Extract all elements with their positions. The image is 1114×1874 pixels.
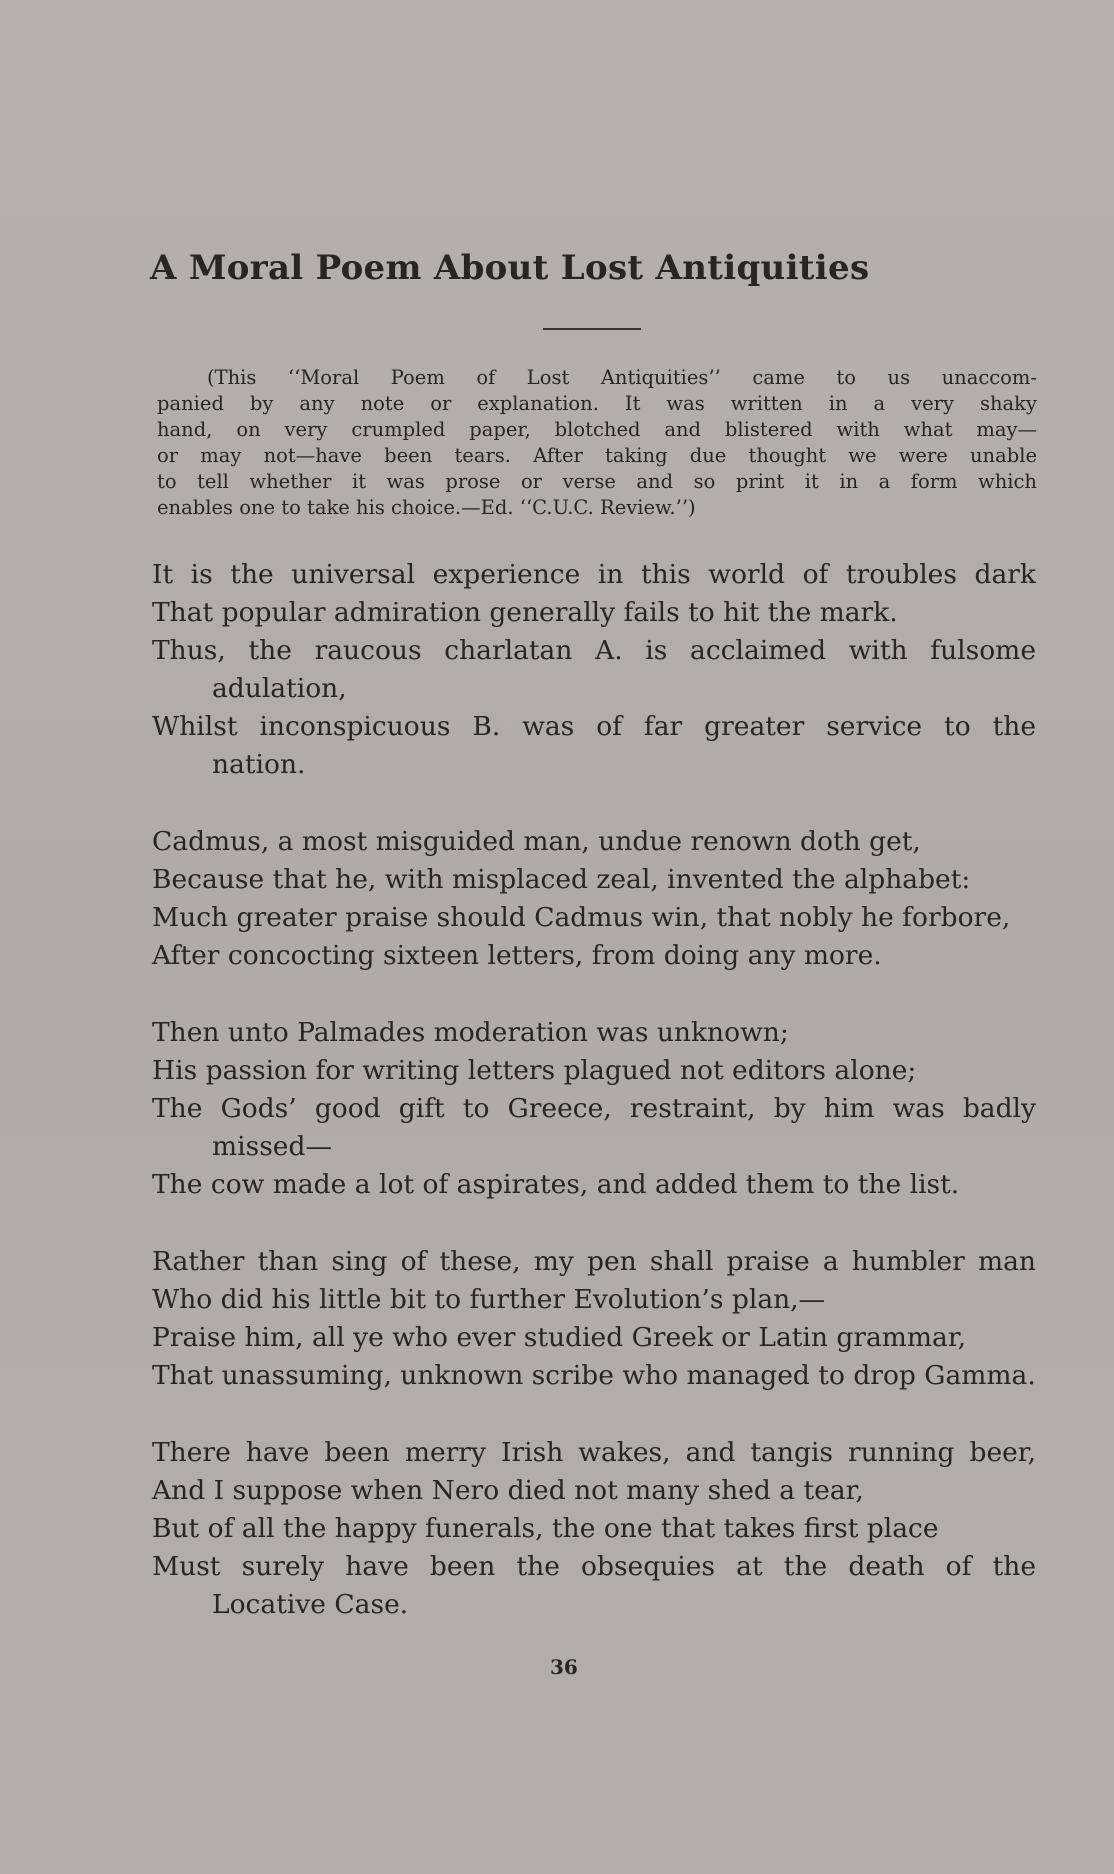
poem-line: Whilst inconspicuous B. was of far greater service to the — [152, 711, 1036, 742]
stanza-1 — [152, 556, 1036, 784]
stanza-4 — [152, 1243, 1036, 1395]
stanza-5 — [152, 1434, 1036, 1624]
poem-line-continuation: nation. — [212, 749, 306, 780]
poem-line: And I suppose when Nero died not many shed a tear, — [152, 1475, 864, 1506]
poem-line: That popular admiration generally fails to hit the mark. — [152, 597, 898, 628]
poem-line: After concocting sixteen letters, from doing any more. — [152, 940, 882, 971]
poem-line: But of all the happy funerals, the one that takes first place — [152, 1513, 939, 1544]
poem-title: A Moral Poem About Lost Antiquities — [150, 248, 870, 288]
editor-note — [157, 365, 1037, 521]
poem-line: Thus, the raucous charlatan A. is acclaimed with fulsome — [152, 635, 1036, 666]
poem-line: Rather than sing of these, my pen shall praise a humbler man — [152, 1246, 1036, 1277]
poem-body — [152, 556, 1036, 1663]
title-divider — [543, 328, 641, 330]
poem-line: Because that he, with misplaced zeal, invented the alphabet: — [152, 864, 971, 895]
poem-line-continuation: Locative Case. — [212, 1589, 409, 1620]
note-line: panied by any note or explanation. It was written in a very shaky — [157, 392, 1037, 415]
stanza-2 — [152, 823, 1036, 975]
poem-line: Much greater praise should Cadmus win, that nobly he forbore, — [152, 902, 1011, 933]
page-number: 36 — [550, 1655, 578, 1679]
poem-line: Who did his little bit to further Evolution’s plan,— — [152, 1284, 826, 1315]
poem-line: That unassuming, unknown scribe who managed to drop Gamma. — [152, 1360, 1036, 1391]
poem-line: His passion for writing letters plagued not editors alone; — [152, 1055, 917, 1086]
note-line: to tell whether it was prose or verse and so print it in a form which — [157, 470, 1037, 493]
poem-line: It is the universal experience in this world of troubles dark — [152, 559, 1036, 590]
poem-line: There have been merry Irish wakes, and tangis running beer, — [152, 1437, 1036, 1468]
stanza-3 — [152, 1014, 1036, 1204]
poem-line: Must surely have been the obsequies at the death of the — [152, 1551, 1036, 1582]
note-line: hand, on very crumpled paper, blotched and blistered with what may— — [157, 418, 1037, 441]
poem-line: Cadmus, a most misguided man, undue renown doth get, — [152, 826, 921, 857]
note-line: (This ‘‘Moral Poem of Lost Antiquities’’ came to us unaccom- — [207, 366, 1037, 389]
poem-line-continuation: adulation, — [212, 673, 347, 704]
poem-line: Then unto Palmades moderation was unknown; — [152, 1017, 789, 1048]
poem-line: The cow made a lot of aspirates, and added them to the list. — [152, 1169, 960, 1200]
poem-line-continuation: missed— — [212, 1131, 332, 1162]
note-line: enables one to take his choice.—Ed. ‘‘C.U.C. Review.’’) — [157, 496, 696, 519]
note-line: or may not—have been tears. After taking due thought we were unable — [157, 444, 1037, 467]
poem-line: The Gods’ good gift to Greece, restraint, by him was badly — [152, 1093, 1036, 1124]
poem-line: Praise him, all ye who ever studied Greek or Latin grammar, — [152, 1322, 967, 1353]
